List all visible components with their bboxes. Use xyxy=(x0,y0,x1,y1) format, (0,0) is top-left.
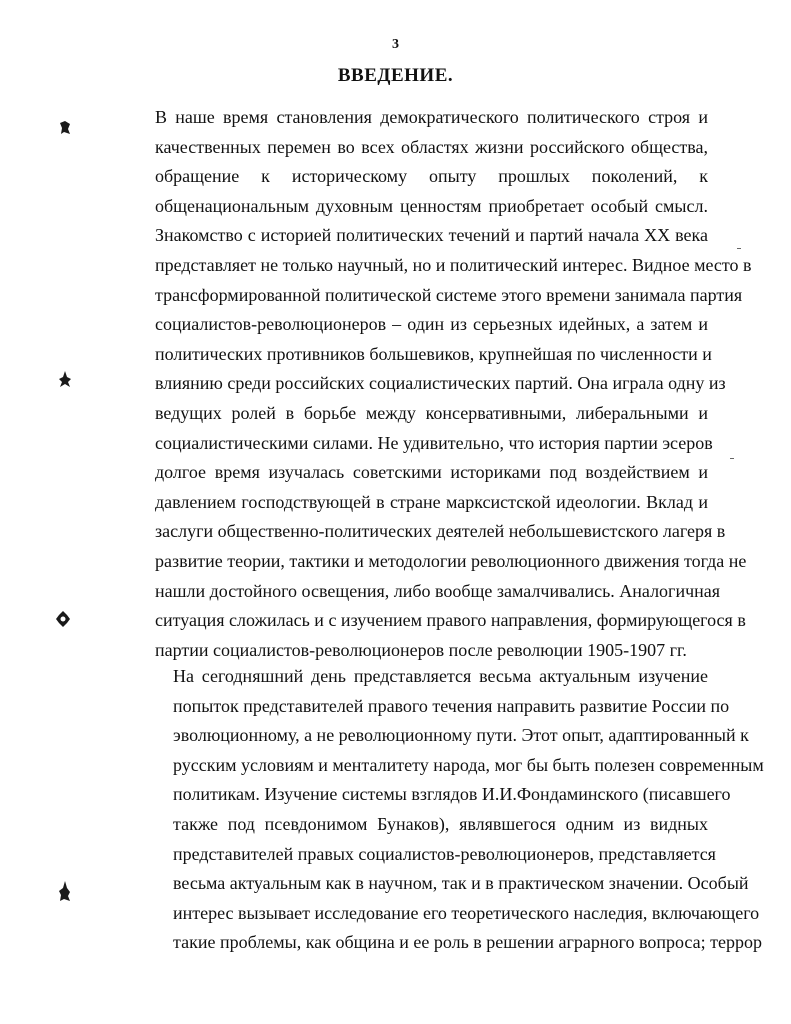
page-number: 3 xyxy=(392,37,399,52)
paragraph-line: заслуги общественно-политических деятелей небольшевистского лагеря в xyxy=(155,521,726,542)
paragraph-line: социалистов-революционеров – один из серьезных идейных, а затем и xyxy=(155,314,708,335)
paragraph-line: политикам. Изучение системы взглядов И.И.Фондаминского (писавшего xyxy=(173,784,731,805)
paragraph-1 xyxy=(129,103,752,665)
paragraph-line: качественных перемен во всех областях жизни российского общества, xyxy=(155,136,708,157)
scan-mark-icon xyxy=(58,370,72,392)
scan-mark-icon xyxy=(58,120,72,140)
paragraph-line: русским условиям и менталитету народа, мог бы быть полезен современным xyxy=(173,754,764,775)
paragraph-line: ведущих ролей в борьбе между консервативными, либеральными и xyxy=(155,402,708,423)
paragraph-line: Знакомство с историей политических течений и партий начала XX века xyxy=(155,225,708,246)
paragraph-line: В наше время становления демократического политического строя и xyxy=(155,107,708,127)
paragraph-line: попыток представителей правого течения направить развитие России по xyxy=(173,695,730,716)
paragraph-line: давлением господствующей в стране марксистской идеологии. Вклад и xyxy=(155,491,708,512)
paragraph-line: развитие теории, тактики и методологии революционного движения тогда не xyxy=(155,550,747,571)
paragraph-line: обращение к историческому опыту прошлых поколений, к xyxy=(155,166,708,187)
scan-mark-icon xyxy=(55,610,71,632)
paragraph-line: ситуация сложилась и с изучением правого направления, формирующегося в xyxy=(155,610,746,631)
paragraph-line: эволюционному, а не революционному пути. Этот опыт, адаптированный к xyxy=(173,725,749,746)
page-title: ВВЕДЕНИЕ. xyxy=(337,65,454,86)
paragraph-line: такие проблемы, как община и ее роль в решении аграрного вопроса; террор xyxy=(173,932,762,953)
paragraph-line: интерес вызывает исследование его теоретического наследия, включающего xyxy=(173,902,760,923)
paragraph-line: партии социалистов-революционеров после революции 1905-1907 гг. xyxy=(155,639,687,660)
paragraph-line: социалистическими силами. Не удивительно, что история партии эсеров xyxy=(155,432,713,453)
paragraph-line: также под псевдонимом Бунаков), являвшегося одним из видных xyxy=(173,813,708,834)
paragraph-line: На сегодняшний день представляется весьма актуальным изучение xyxy=(173,666,708,686)
paragraph-line: трансформированной политической системе этого времени занимала партия xyxy=(155,284,743,305)
paragraph-line: нашли достойного освещения, либо вообще замалчивались. Аналогичная xyxy=(155,580,721,601)
paragraph-2 xyxy=(129,662,764,958)
paragraph-line: долгое время изучалась советскими историками под воздействием и xyxy=(155,462,708,483)
paragraph-line: общенациональным духовным ценностям приобретает особый смысл. xyxy=(155,195,708,216)
paragraph-line: политических противников большевиков, крупнейшая по численности и xyxy=(155,343,712,364)
scan-speck xyxy=(730,458,734,459)
paragraph-line: представляет не только научный, но и политический интерес. Видное место в xyxy=(155,254,752,275)
paragraph-line: весьма актуальным как в научном, так и в практическом значении. Особый xyxy=(173,873,749,894)
paragraph-line: представителей правых социалистов-революционеров, представляется xyxy=(173,843,716,864)
paragraph-line: влиянию среди российских социалистических партий. Она играла одну из xyxy=(155,373,726,394)
scan-mark-icon xyxy=(58,880,72,906)
scan-speck xyxy=(737,248,741,249)
